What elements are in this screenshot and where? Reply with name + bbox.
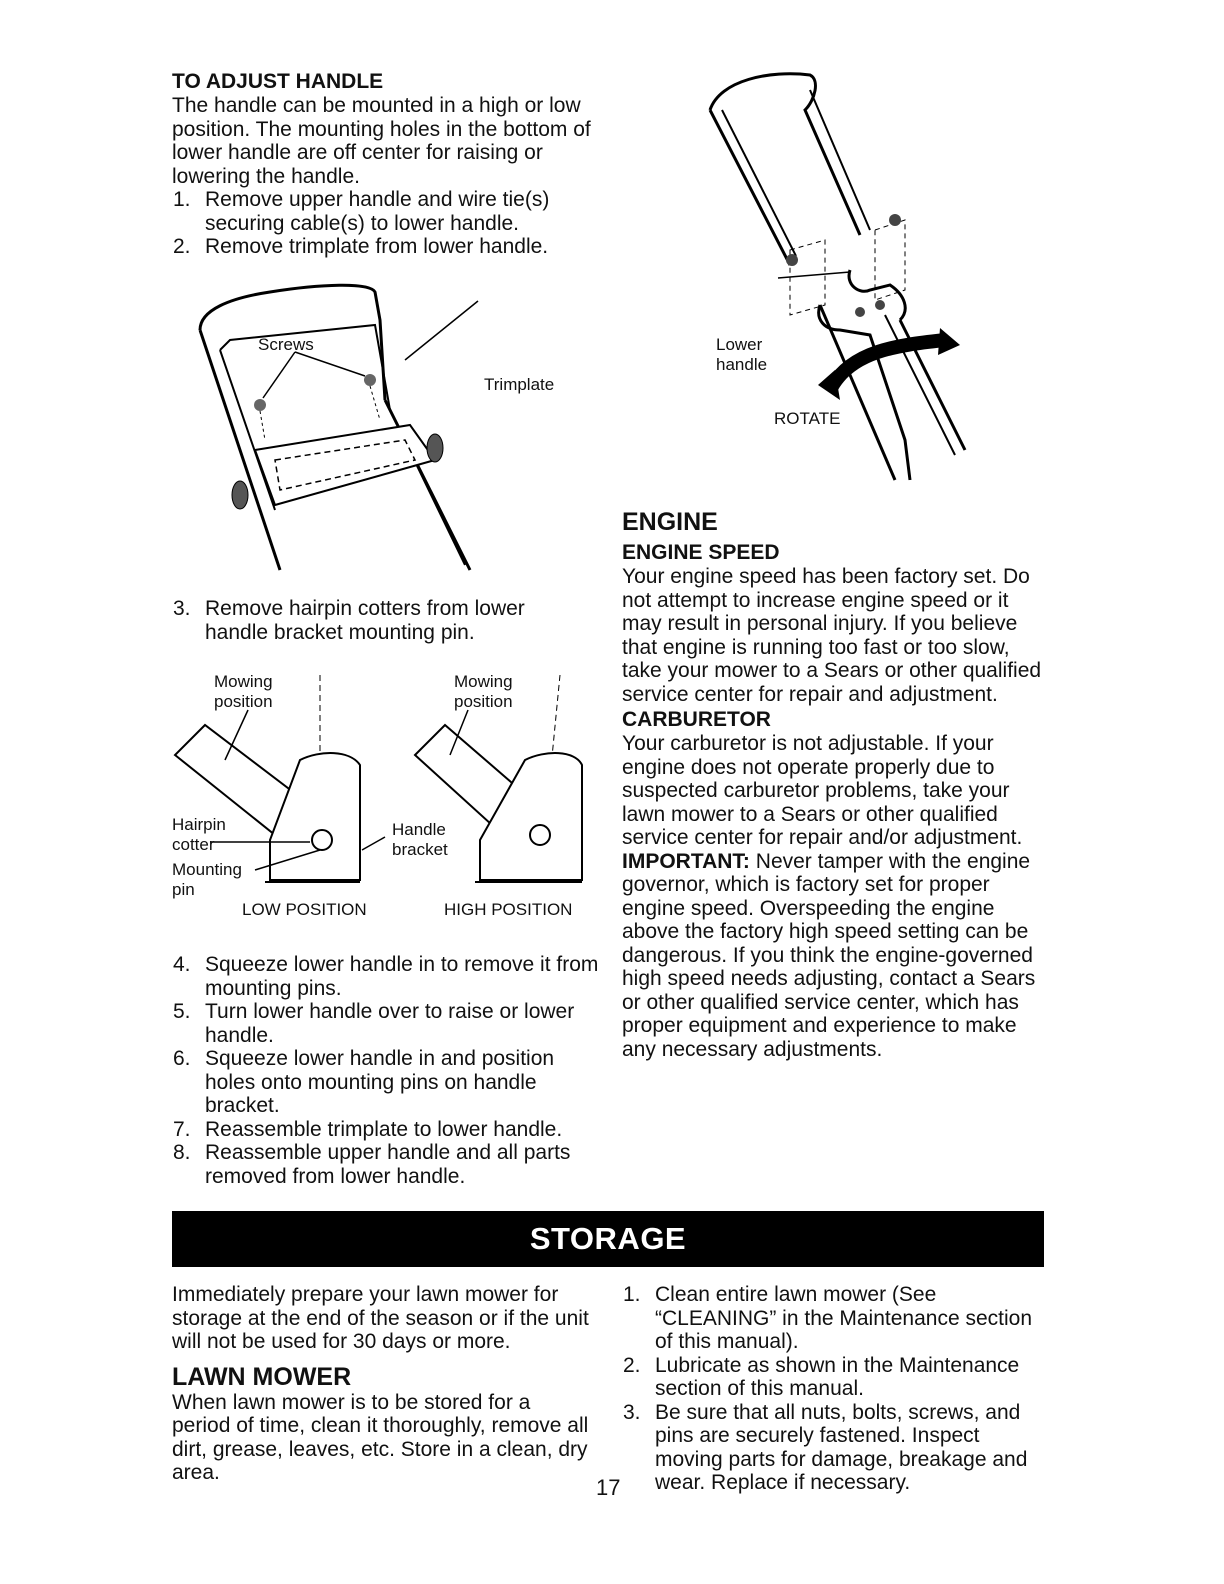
lawn-mower-heading: LAWN MOWER xyxy=(172,1362,352,1391)
high-position-label: HIGH POSITION xyxy=(444,900,573,919)
list-item: 6. Squeeze lower handle in and position holes onto mounting pins on handle bracket. xyxy=(173,1047,555,1117)
storage-steps xyxy=(622,1283,1044,1495)
list-item: 2. Remove trimplate from lower handle. xyxy=(173,235,549,258)
low-position-label: LOW POSITION xyxy=(242,900,367,919)
mounting-pin-label: Mounting pin xyxy=(172,860,242,899)
page-number: 17 xyxy=(596,1475,621,1500)
storage-left-column xyxy=(172,1283,592,1485)
adjust-handle-section xyxy=(172,70,592,259)
engine-speed-heading: ENGINE SPEED xyxy=(622,541,780,564)
storage-title: STORAGE xyxy=(529,1221,687,1256)
mowing-position-label-high: Mowing position xyxy=(454,672,513,711)
carburetor-heading: CARBURETOR xyxy=(622,708,771,731)
engine-speed-text: Your engine speed has been factory set. Do not attempt to increase engine speed or it may result in personal injury. If you believe that engine is running too fast or too slow, take your mower to a Sears or other qualified service center for repair and adjustment. xyxy=(622,565,1042,706)
important-note xyxy=(622,850,1042,1062)
mowing-position-label-low: Mowing position xyxy=(214,672,273,711)
list-item: 3. Remove hairpin cotters from lower handle bracket mounting pin. xyxy=(173,597,525,644)
engine-heading: ENGINE xyxy=(622,508,718,536)
adjust-steps-1-2 xyxy=(172,188,592,259)
list-item: 1. Remove upper handle and wire tie(s) securing cable(s) to lower handle. xyxy=(173,188,550,235)
important-label: IMPORTANT: xyxy=(622,849,750,873)
list-item: 4. Squeeze lower handle in to remove it from mounting pins. xyxy=(173,953,599,1000)
rotate-label: ROTATE xyxy=(774,409,841,428)
important-text: Never tamper with the engine governor, which is factory set for proper engine speed. Overspeeding the engine above the factory high speed setting can be dangerous. If you think the engine-governed high speed needs adjusting, contact a Sears or other qualified service center, which has proper equipment and experience to make any necessary adjustments. xyxy=(622,849,1036,1061)
list-item: 8. Reassemble upper handle and all parts removed from lower handle. xyxy=(173,1141,571,1188)
carburetor-text: Your carburetor is not adjustable. If your engine does not operate properly due to suspected carburetor problems, take your lawn mower to a Sears or other qualified service center for repair and/or adjustment. xyxy=(622,732,1023,849)
list-item: 5. Turn lower handle over to raise or lower handle. xyxy=(173,1000,575,1047)
list-item: 2. Lubricate as shown in the Maintenance section of this manual. xyxy=(623,1353,1020,1400)
list-item: 3. Be sure that all nuts, bolts, screws, and pins are securely fastened. Inspect moving parts for damage, breakage and wear. Replace if necessary. xyxy=(623,1400,1028,1494)
adjust-handle-intro: The handle can be mounted in a high or low position. The mounting holes in the bottom of lower handle are off center for raising or lowering the handle. xyxy=(172,94,591,188)
trimplate-label: Trimplate xyxy=(484,375,555,394)
lower-handle-figure xyxy=(700,60,1000,490)
lawn-mower-text: When lawn mower is to be stored for a period of time, clean it thoroughly, remove all dirt, grease, leaves, etc. Store in a clean, dry area. xyxy=(172,1390,589,1484)
storage-banner xyxy=(172,1211,1044,1267)
adjust-handle-heading: TO ADJUST HANDLE xyxy=(172,70,384,93)
screws-label: Screws xyxy=(258,335,314,354)
storage-intro: Immediately prepare your lawn mower for storage at the end of the season or if the unit will not be used for 30 days or more. xyxy=(172,1283,589,1353)
trimplate-figure xyxy=(180,280,600,580)
adjust-steps-4-8 xyxy=(172,953,602,1188)
hairpin-cotter-label: Hairpin cotter xyxy=(172,815,226,854)
engine-section xyxy=(622,508,1042,1061)
adjust-step-3 xyxy=(172,597,592,644)
list-item: 7. Reassemble trimplate to lower handle. xyxy=(173,1117,563,1141)
handle-bracket-label: Handle bracket xyxy=(392,820,448,859)
lower-handle-label: Lower handle xyxy=(716,335,768,374)
list-item: 1. Clean entire lawn mower (See “CLEANING” in the Maintenance section of this manual). xyxy=(623,1283,1033,1353)
